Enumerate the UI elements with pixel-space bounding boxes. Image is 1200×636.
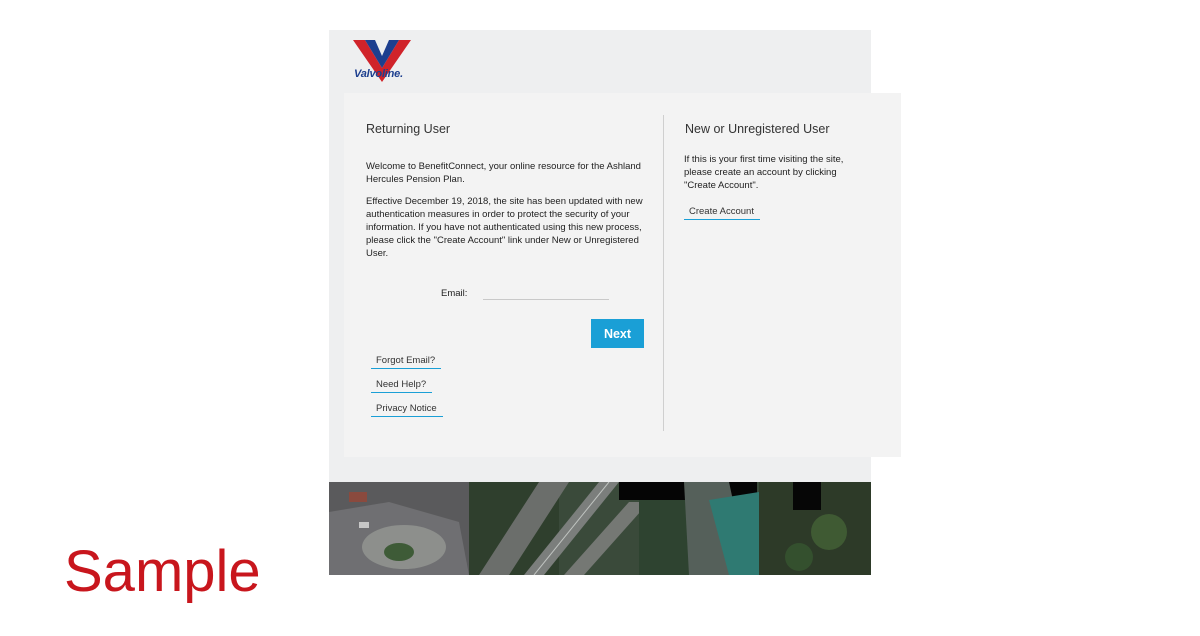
brand-name: Valvoline. bbox=[354, 68, 403, 80]
aerial-landscape-image bbox=[329, 482, 871, 575]
create-account-link[interactable]: Create Account bbox=[684, 206, 760, 220]
column-divider bbox=[663, 115, 664, 431]
email-label: Email: bbox=[441, 288, 468, 299]
need-help-link[interactable]: Need Help? bbox=[371, 379, 432, 393]
welcome-text: Welcome to BenefitConnect, your online resource for the Ashland Hercules Pension Plan. bbox=[366, 161, 641, 185]
new-user-text: If this is your first time visiting the site, please create an account by clicking "Create Account". bbox=[684, 154, 844, 191]
forgot-email-link[interactable]: Forgot Email? bbox=[371, 355, 441, 369]
sample-watermark: Sample bbox=[64, 539, 261, 604]
privacy-notice-link[interactable]: Privacy Notice bbox=[371, 403, 443, 417]
next-button[interactable]: Next bbox=[591, 319, 644, 348]
returning-user-heading: Returning User bbox=[366, 122, 451, 136]
new-user-heading: New or Unregistered User bbox=[685, 122, 830, 136]
authentication-notice: Effective December 19, 2018, the site has been updated with new authentication measures in order to protect the security of your information. If you have not authenticated using this new process, please click the "Create Account" link under New or Unregistered User. bbox=[366, 196, 643, 259]
email-field[interactable] bbox=[483, 286, 609, 300]
